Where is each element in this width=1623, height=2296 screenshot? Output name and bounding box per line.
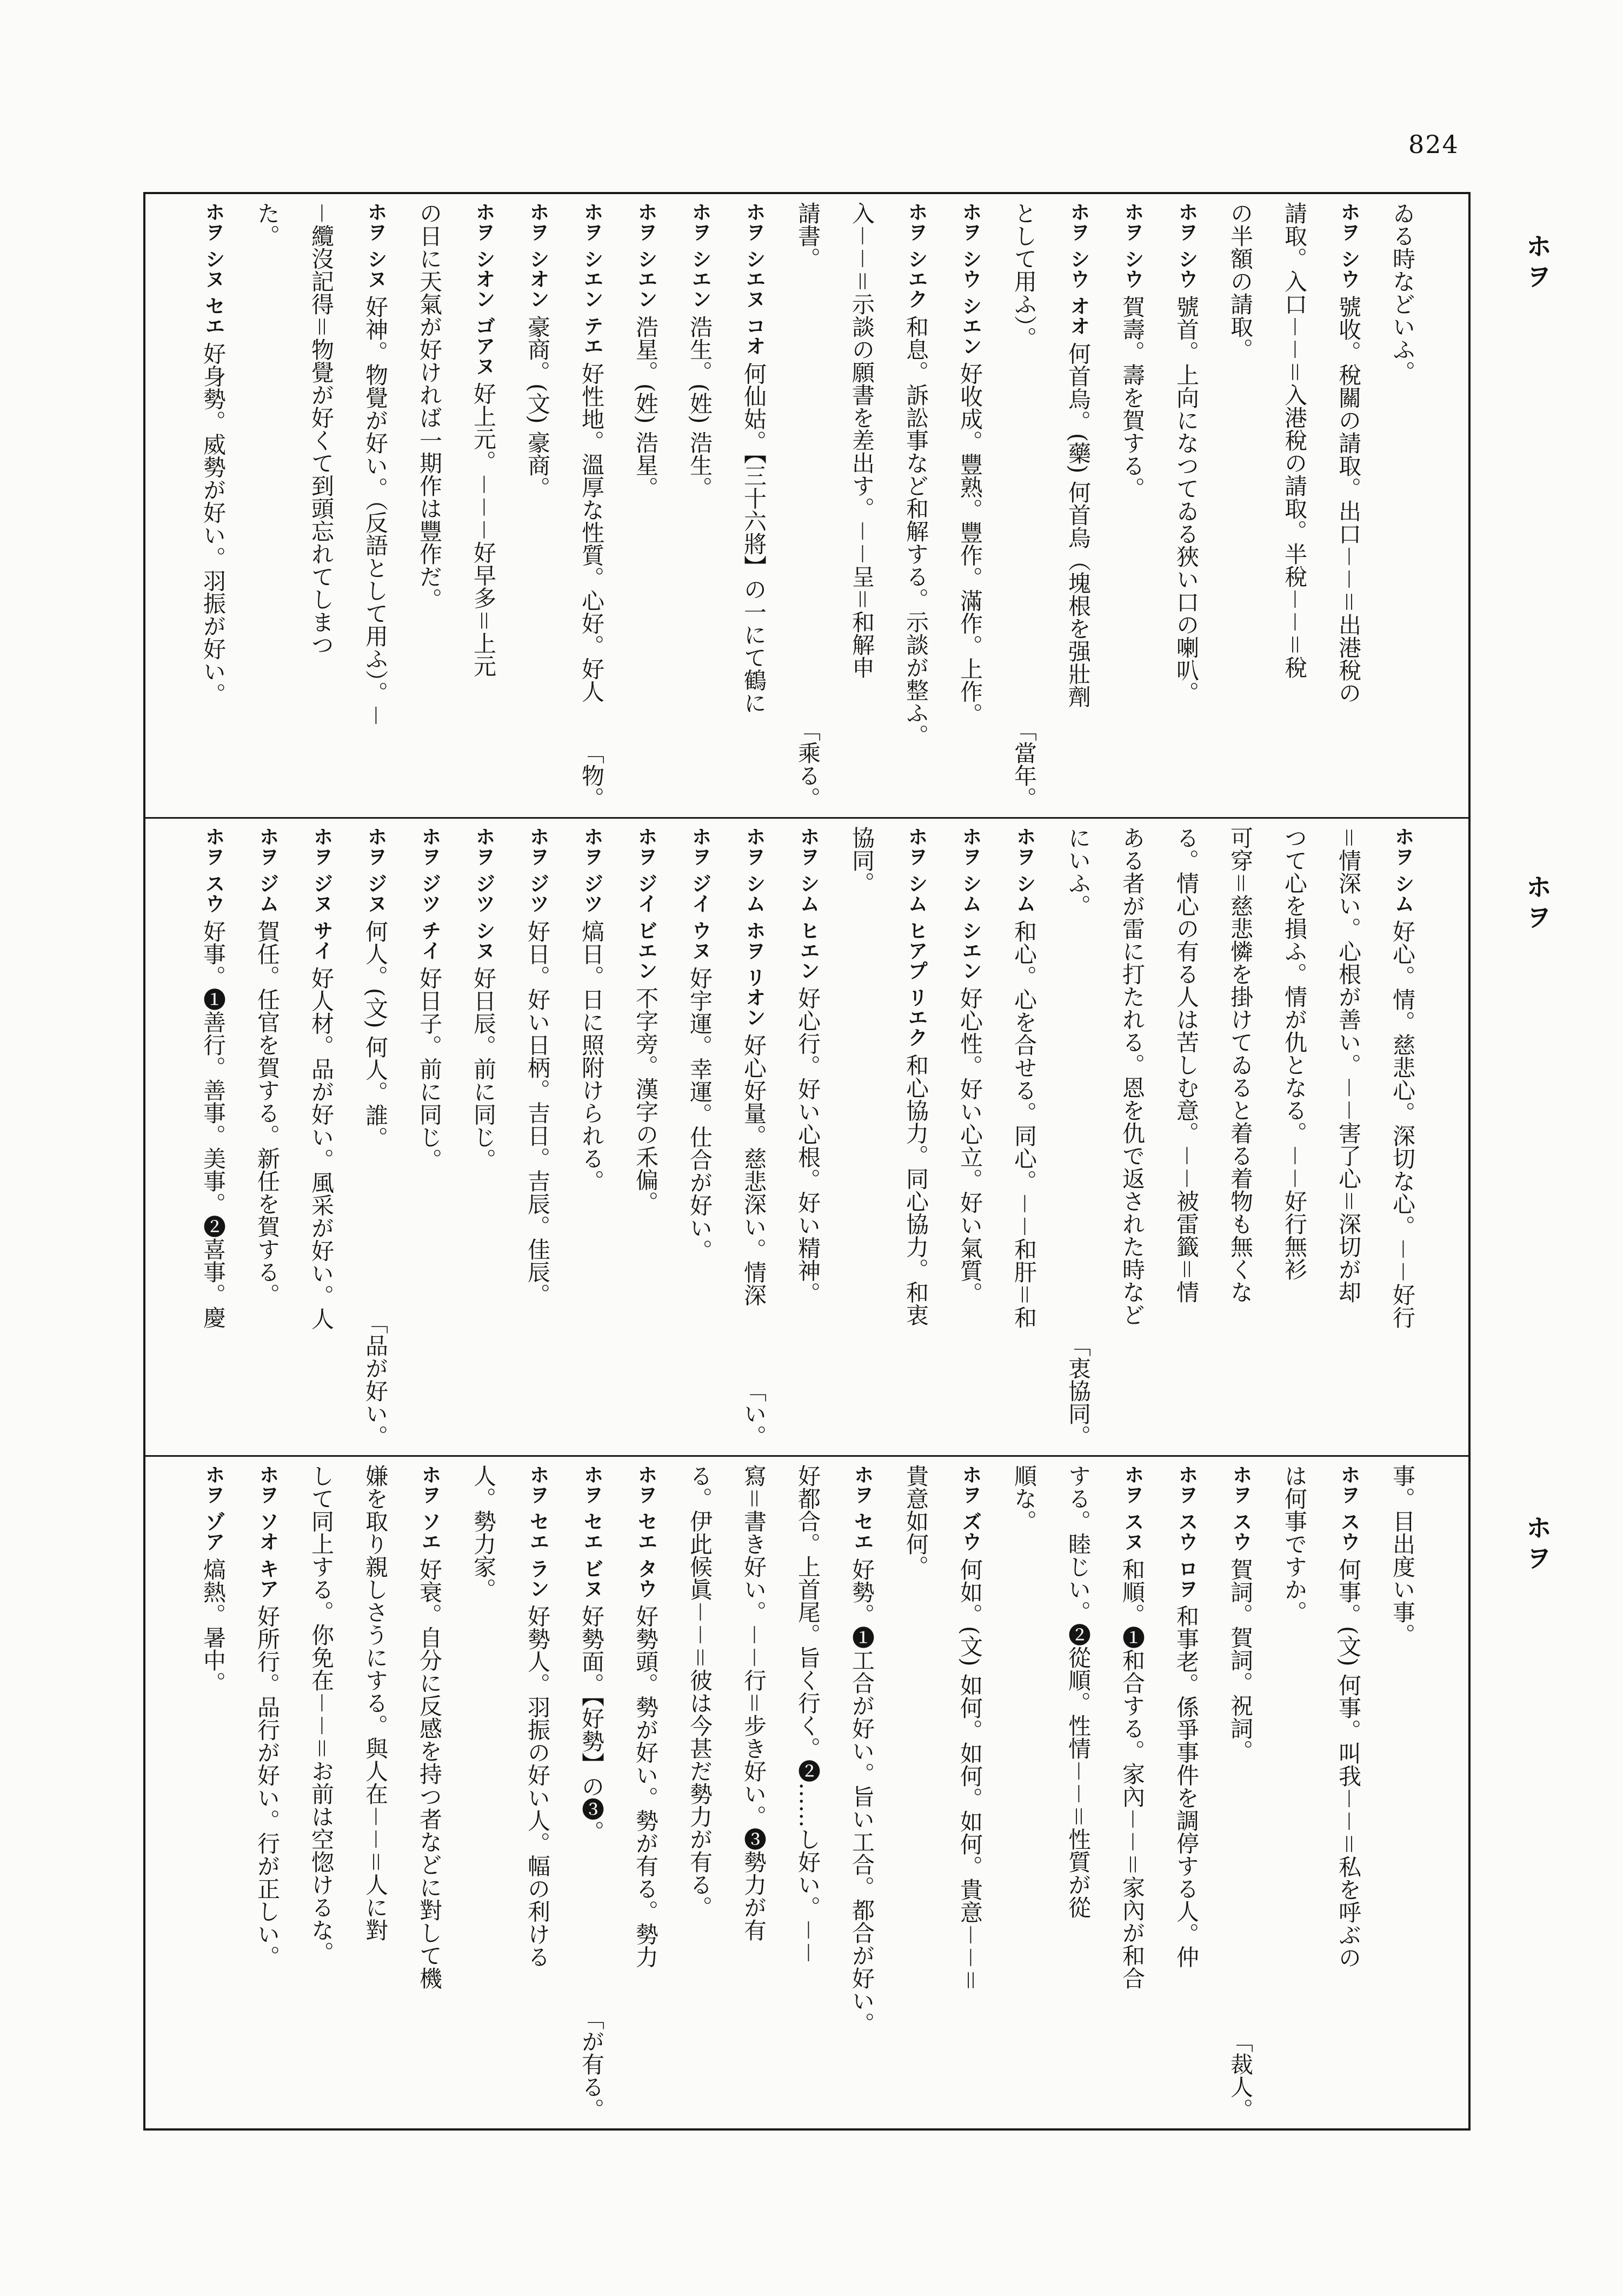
- entry-main: [186, 1464, 240, 1694]
- entry-line: [240, 1464, 294, 2121]
- entry-text: 嫌を取り親しさうにする。與人在－－＝人に對: [362, 1464, 389, 1942]
- entry-text: 和心協力。同心協力。和衷: [903, 1053, 929, 1326]
- entry-main: [889, 202, 943, 747]
- entry-text: 何仙姑。【三十六將】の一にて鶴に: [741, 362, 767, 714]
- entry-text: 好心。情。慈悲心。深切な心。－－好行: [1389, 919, 1416, 1329]
- entry-text: 浩生。(姓) 浩生。: [687, 315, 713, 500]
- entry-text: 請取。入口－－＝入港稅の請取。半稅－－＝稅: [1281, 202, 1308, 679]
- entry-line: [1375, 1464, 1429, 2121]
- entry-headword-reading: ホヲ スウ: [202, 826, 225, 913]
- entry-line: [835, 826, 889, 1448]
- entry-line: [240, 826, 294, 1448]
- entry-headword-reading: ホヲ シオン ゴアヌ: [472, 202, 495, 376]
- entry-headword-reading: ホヲ シヌ セエ: [202, 202, 225, 336]
- entry-headword-reading: ホヲ シエン: [688, 202, 711, 309]
- entry-main: [1105, 1464, 1159, 1989]
- entry-line: [781, 202, 835, 809]
- entry-main: [564, 826, 618, 1192]
- entry-line: [1213, 826, 1267, 1448]
- entry-line: [997, 826, 1051, 1448]
- entry-line: [564, 202, 618, 809]
- entry-text: る。情心の有る人は苦しむ意。－－被雷籤＝情: [1173, 826, 1200, 1304]
- entry-main: [618, 202, 673, 499]
- entry-main: [781, 202, 835, 270]
- entry-line: [1267, 1464, 1321, 2121]
- entry-text: 和息。訴訟事など和解する。示談が整ふ。: [903, 315, 929, 747]
- entry-main: [1051, 826, 1105, 917]
- entry-headword-reading: ホヲ スウ ロヲ: [1175, 1464, 1198, 1598]
- entry-headword-reading: ホヲ ジツ シヌ: [472, 826, 495, 960]
- entry-line: [618, 1464, 673, 2121]
- entry-main: [618, 1464, 673, 1968]
- entry-main: [564, 1464, 618, 1843]
- entry-line: [781, 1464, 835, 2121]
- entry-headword-reading: ホヲ シム ヒアプ リエク: [904, 826, 928, 1047]
- entry-headword-reading: ホヲ ジイ ウヌ: [688, 826, 711, 960]
- entry-text: 好日。好い日柄。吉日。吉辰。佳辰。: [524, 919, 551, 1306]
- entry-main: [294, 1464, 348, 1964]
- entry-headword-reading: ホヲ ジヌ サイ: [310, 826, 333, 960]
- entry-text: の半額の請取。: [1227, 202, 1254, 361]
- entry-text: 和順。❶和合する。家內－－＝家內が和合: [1119, 1557, 1146, 1989]
- entry-headword-reading: ホヲ ジツ チイ: [418, 826, 441, 960]
- entry-main: [943, 826, 997, 1305]
- entry-text: ＝情深い。心根が善い。－－害了心＝深切が却: [1335, 826, 1362, 1304]
- entry-main: [1105, 826, 1159, 1326]
- entry-text: 好日辰。前に同じ。: [470, 966, 497, 1171]
- entry-headword-reading: ホヲ シム ホヲ リオン: [742, 826, 766, 1027]
- entry-line: [889, 202, 943, 809]
- entry-headword-reading: ホヲ ジツ: [526, 826, 549, 913]
- entry-text: 賀任。任官を賀する。新任を賀する。: [254, 919, 281, 1306]
- entry-main: [1159, 1464, 1213, 1968]
- entry-text: 好所行。品行が好い。行が正しい。: [254, 1604, 281, 1968]
- entry-line: [1213, 202, 1267, 809]
- entry-text: 好勢人。羽振の好い人。幅の利ける: [524, 1604, 551, 1968]
- entry-text: 好心好量。慈悲深い。情深: [741, 1033, 767, 1306]
- entry-line: [402, 826, 456, 1448]
- entry-overflow-text: 「當年。: [1011, 719, 1037, 809]
- entry-text: つて心を損ふ。情が仇となる。－－好行無衫: [1281, 826, 1308, 1281]
- entry-text: 好衰。自分に反感を持つ者などに對して機: [416, 1557, 443, 1989]
- entry-headword-reading: ホヲ シオン: [526, 202, 549, 309]
- entry-main: [564, 202, 618, 703]
- entry-text: 和心。心を合せる。同心。－－和肝＝和: [1011, 919, 1037, 1329]
- entry-text: 熇熱。暑中。: [200, 1557, 227, 1694]
- entry-main: [997, 202, 1051, 349]
- entry-text: 好身勢。威勢が好い。羽振が好い。: [200, 342, 227, 706]
- entry-line: [1375, 202, 1429, 809]
- entry-headword-reading: ホヲ シウ: [1121, 202, 1144, 289]
- entry-line: [510, 826, 564, 1448]
- entry-text: 好心性。好い心立。好い氣質。: [957, 986, 983, 1305]
- entry-text: 好日子。前に同じ。: [416, 966, 443, 1171]
- entry-headword-reading: ホヲ スウ: [1229, 1464, 1252, 1551]
- entry-text: 貴意如何。: [903, 1464, 929, 1578]
- entry-main: [1159, 826, 1213, 1303]
- section-header-tier-3: ホヲ: [1521, 1514, 1552, 1575]
- entry-main: [727, 1464, 781, 1941]
- entry-headword-reading: ホヲ ジヌ: [364, 826, 387, 913]
- entry-main: [1159, 202, 1213, 704]
- entry-overflow-text: 「い。: [741, 1379, 767, 1448]
- entry-overflow-text: 「が有る。: [578, 2007, 605, 2121]
- entry-overflow-text: 「衷協同。: [1065, 1334, 1092, 1448]
- entry-headword-reading: ホヲ ソエ: [418, 1464, 441, 1551]
- entry-text: する。睦じい。❷從順。性情－－＝性質が從: [1065, 1464, 1092, 1919]
- entry-main: [727, 202, 781, 714]
- entry-text: 請書。: [795, 202, 821, 270]
- entry-text: 浩星。(姓) 浩星。: [633, 315, 659, 500]
- entry-main: [456, 826, 510, 1171]
- entry-main: [402, 1464, 456, 1989]
- tier-columns: [186, 826, 1429, 1448]
- entry-text: 可穿＝慈悲憐を掛けてゐると着る着物も無くな: [1227, 826, 1254, 1304]
- entry-main: [1105, 202, 1159, 500]
- entry-main: [186, 202, 240, 706]
- entry-line: [510, 202, 564, 809]
- entry-text: 不字旁。漢字の禾偏。: [633, 986, 659, 1214]
- entry-main: [1267, 1464, 1321, 1623]
- entry-line: [618, 202, 673, 809]
- entry-line: [294, 826, 348, 1448]
- entry-text: た。: [254, 202, 281, 247]
- entry-line: [727, 1464, 781, 2121]
- entry-headword-reading: ホヲ ズウ: [959, 1464, 982, 1551]
- entry-line: [889, 826, 943, 1448]
- entry-main: [402, 826, 456, 1171]
- entry-text: 熇日。日に照附けられる。: [578, 919, 605, 1192]
- entry-main: [673, 1464, 727, 1919]
- tier-columns: [186, 202, 1429, 809]
- entry-main: [997, 826, 1051, 1329]
- entry-main: [348, 826, 402, 1149]
- entry-main: [294, 202, 348, 656]
- entry-overflow-text: 「裁人。: [1227, 2030, 1254, 2121]
- entry-main: [456, 1464, 510, 1601]
- entry-text: ある者が雷に打たれる。恩を仇で返された時など: [1119, 826, 1146, 1326]
- entry-line: [943, 826, 997, 1448]
- entry-text: 好神。物覺が好い。（反語として用ふ）。－: [362, 295, 389, 727]
- entry-text: は何事ですか。: [1281, 1464, 1308, 1623]
- entry-headword-reading: ホヲ シウ オオ: [1067, 202, 1090, 336]
- entry-line: [564, 1464, 618, 2121]
- entry-text: にいふ。: [1065, 826, 1092, 917]
- entry-main: [673, 826, 727, 1262]
- section-header-tier-2: ホヲ: [1521, 873, 1552, 934]
- entry-line: [673, 1464, 727, 2121]
- entry-main: [294, 826, 348, 1330]
- entry-text: 寫＝書き好い。－－行＝步き好い。❸勢力が有: [741, 1464, 767, 1942]
- entry-main: [943, 1464, 997, 1992]
- entry-text: 順な。: [1011, 1464, 1037, 1532]
- entry-main: [186, 826, 240, 1329]
- entry-main: [1375, 1464, 1429, 1646]
- entry-main: [1375, 202, 1429, 383]
- entry-text: －纜沒記得＝物覺が好くて到頭忘れてしまつ: [308, 202, 335, 656]
- entry-text: 何事。(文) 何事。叫我－－＝私を呼ぶの: [1335, 1557, 1362, 1969]
- entry-main: [510, 202, 564, 499]
- entry-headword-reading: ホヲ セエ: [850, 1464, 874, 1551]
- entry-text: る。伊此候眞－－＝彼は今甚だ勢力が有る。: [687, 1464, 713, 1919]
- entry-headword-reading: ホヲ スウ: [1337, 1464, 1360, 1551]
- entry-main: [889, 1464, 943, 1578]
- entry-line: [618, 826, 673, 1448]
- entry-line: [1321, 202, 1375, 809]
- entry-headword-reading: ホヲ シエン: [634, 202, 657, 309]
- entry-line: [564, 826, 618, 1448]
- entry-text: 和事老。係爭事件を調停する人。仲: [1173, 1604, 1200, 1968]
- entry-text: 賀詞。賀詞。祝詞。: [1227, 1557, 1254, 1762]
- entry-line: [1105, 826, 1159, 1448]
- entry-line: [294, 1464, 348, 2121]
- entry-line: [997, 202, 1051, 809]
- entry-line: [348, 1464, 402, 2121]
- entry-main: [727, 826, 781, 1306]
- entry-main: [510, 826, 564, 1306]
- entry-line: [673, 202, 727, 809]
- entry-text: 事。目出度い事。: [1389, 1464, 1416, 1646]
- entry-headword-reading: ホヲ ジイ ビエン: [634, 826, 657, 980]
- entry-line: [943, 1464, 997, 2121]
- entry-main: [781, 1464, 835, 1964]
- page-number: 824: [1408, 130, 1459, 159]
- entry-text: 入－－＝示談の願書を差出す。－－呈＝和解申: [849, 202, 875, 679]
- entry-text: 協同。: [849, 826, 875, 894]
- entry-main: [781, 826, 835, 1305]
- entry-main: [1213, 1464, 1267, 1762]
- entry-main: [348, 202, 402, 727]
- entry-line: [240, 202, 294, 809]
- entry-main: [1051, 1464, 1105, 1919]
- entry-line: [997, 1464, 1051, 2121]
- entry-overflow-text: 「乘る。: [795, 719, 821, 809]
- entry-headword-reading: ホヲ セエ ビヌ: [580, 1464, 603, 1598]
- entry-line: [1051, 202, 1105, 809]
- entry-headword-reading: ホヲ シム: [1013, 826, 1036, 913]
- entry-text: 賀壽。壽を賀する。: [1119, 295, 1146, 500]
- entry-headword-reading: ホヲ シエン テエ: [580, 202, 603, 356]
- entry-main: [1267, 826, 1321, 1280]
- entry-main: [240, 826, 294, 1306]
- entry-text: 人。勢力家。: [470, 1464, 497, 1601]
- entry-text: 好都合。上首尾。旨く行く。❷……し好い。－－: [795, 1464, 821, 1965]
- entry-line: [1051, 826, 1105, 1448]
- entry-text: 豪商。(文) 豪商。: [524, 315, 551, 500]
- entry-line: [456, 826, 510, 1448]
- entry-main: [1213, 826, 1267, 1303]
- entry-headword-reading: ホヲ ゾア: [202, 1464, 225, 1551]
- entry-line: [1267, 826, 1321, 1448]
- page-frame: [143, 192, 1471, 2131]
- entry-headword-reading: ホヲ ジム: [256, 826, 279, 913]
- entry-line: [1051, 1464, 1105, 2121]
- entry-text: 好宇運。幸運。仕合が好い。: [687, 966, 713, 1262]
- tier-columns: [186, 1464, 1429, 2121]
- entry-line: [781, 826, 835, 1448]
- entry-text: ゐる時などいふ。: [1389, 202, 1416, 383]
- entry-headword-reading: ホヲ シウ: [1175, 202, 1198, 289]
- entry-line: [510, 1464, 564, 2121]
- entry-line: [1213, 1464, 1267, 2121]
- entry-line: [943, 202, 997, 809]
- entry-line: [348, 202, 402, 809]
- entry-text: として用ふ）。: [1011, 202, 1037, 349]
- entry-line: [1159, 1464, 1213, 2121]
- entry-line: [294, 202, 348, 809]
- entry-line: [348, 826, 402, 1448]
- entry-main: [618, 826, 673, 1214]
- entry-headword-reading: ホヲ シウ: [1337, 202, 1360, 289]
- entry-main: [1267, 202, 1321, 679]
- entry-line: [727, 826, 781, 1448]
- entry-headword-reading: ホヲ シエク: [904, 202, 928, 309]
- entry-main: [835, 826, 889, 894]
- entry-headword-reading: ホヲ スヌ: [1121, 1464, 1144, 1551]
- entry-text: 好勢頭。勢が好い。勢が有る。勢力: [633, 1604, 659, 1968]
- entry-line: [1105, 202, 1159, 809]
- entry-main: [456, 202, 510, 678]
- entry-main: [835, 202, 889, 679]
- entry-headword-reading: ホヲ シム ヒエン: [796, 826, 820, 980]
- entry-line: [186, 1464, 240, 2121]
- entry-line: [889, 1464, 943, 2121]
- entry-headword-reading: ホヲ シム: [1391, 826, 1414, 913]
- entry-main: [997, 1464, 1051, 1532]
- entry-text: 好性地。溫厚な性質。心好。好人: [578, 362, 605, 703]
- entry-line: [186, 826, 240, 1448]
- entry-overflow-text: 「物。: [578, 741, 605, 809]
- entry-headword-reading: ホヲ ソオ キア: [256, 1464, 279, 1598]
- entry-text: 何如。(文) 如何。如何。如何。貴意－－＝: [957, 1557, 983, 1992]
- entry-main: [889, 826, 943, 1326]
- section-header-tier-1: ホヲ: [1521, 233, 1552, 293]
- entry-main: [1375, 826, 1429, 1329]
- entry-main: [1051, 202, 1105, 708]
- entry-text: 好勢面。【好勢】の❸。: [578, 1604, 605, 1843]
- entry-line: [402, 202, 456, 809]
- entry-text: の日に天氣が好ければ一期作は豐作だ。: [416, 202, 443, 611]
- entry-main: [510, 1464, 564, 1968]
- entry-line: [402, 1464, 456, 2121]
- entry-overflow-text: 「品が好い。: [362, 1311, 389, 1448]
- entry-main: [240, 202, 294, 247]
- entry-line: [1321, 826, 1375, 1448]
- entry-text: 好上元。－－－好早多＝上元: [470, 382, 497, 678]
- entry-headword-reading: ホヲ シエヌ コオ: [742, 202, 766, 356]
- entry-line: [1375, 826, 1429, 1448]
- entry-headword-reading: ホヲ シヌ: [364, 202, 387, 289]
- entry-main: [1321, 1464, 1375, 1969]
- entry-text: 好心行。好い心根。好い精神。: [795, 986, 821, 1305]
- entry-main: [943, 202, 997, 726]
- entry-text: 號收。稅關の請取。出口－－＝出港稅の: [1335, 295, 1362, 704]
- entry-line: [673, 826, 727, 1448]
- dictionary-tier-top: [145, 194, 1468, 817]
- entry-main: [348, 1464, 402, 1941]
- entry-headword-reading: ホヲ セエ ラン: [526, 1464, 549, 1598]
- entry-line: [1321, 1464, 1375, 2121]
- entry-text: して同上する。你免在－－＝お前は空惚けるな。: [308, 1464, 335, 1965]
- entry-line: [727, 202, 781, 809]
- entry-line: [1159, 826, 1213, 1448]
- entry-line: [1105, 1464, 1159, 2121]
- dictionary-tier-bottom: [145, 1455, 1468, 2128]
- entry-line: [1159, 202, 1213, 809]
- entry-line: [1267, 202, 1321, 809]
- entry-line: [835, 202, 889, 809]
- entry-main: [240, 1464, 294, 1968]
- entry-headword-reading: ホヲ セエ タウ: [634, 1464, 657, 1598]
- entry-line: [456, 202, 510, 809]
- entry-text: 好人材。品が好い。風采が好い。人: [308, 966, 335, 1330]
- entry-main: [1321, 826, 1375, 1303]
- entry-text: 號首。上向になつてゐる狹い口の喇叭。: [1173, 295, 1200, 704]
- entry-line: [456, 1464, 510, 2121]
- entry-text: 何首烏。(藥) 何首烏（塊根を强壯劑: [1065, 342, 1092, 708]
- entry-main: [1321, 202, 1375, 704]
- entry-main: [835, 1464, 889, 2035]
- entry-text: 好勢。❶工合が好い。旨い工合。都合が好い。: [849, 1557, 875, 2035]
- entry-headword-reading: ホヲ シウ シエン: [959, 202, 982, 356]
- entry-text: 好收成。豐熟。豐作。滿作。上作。: [957, 362, 983, 726]
- entry-line: [835, 1464, 889, 2121]
- entry-text: 何人。(文) 何人。誰。: [362, 919, 389, 1150]
- entry-main: [1213, 202, 1267, 361]
- entry-main: [402, 202, 456, 611]
- dictionary-tier-middle: [145, 817, 1468, 1455]
- entry-headword-reading: ホヲ シム シエン: [959, 826, 982, 980]
- entry-text: 好事。❶善行。善事。美事。❷喜事。慶: [200, 919, 227, 1329]
- entry-headword-reading: ホヲ ジツ: [580, 826, 603, 913]
- entry-main: [673, 202, 727, 499]
- entry-line: [186, 202, 240, 809]
